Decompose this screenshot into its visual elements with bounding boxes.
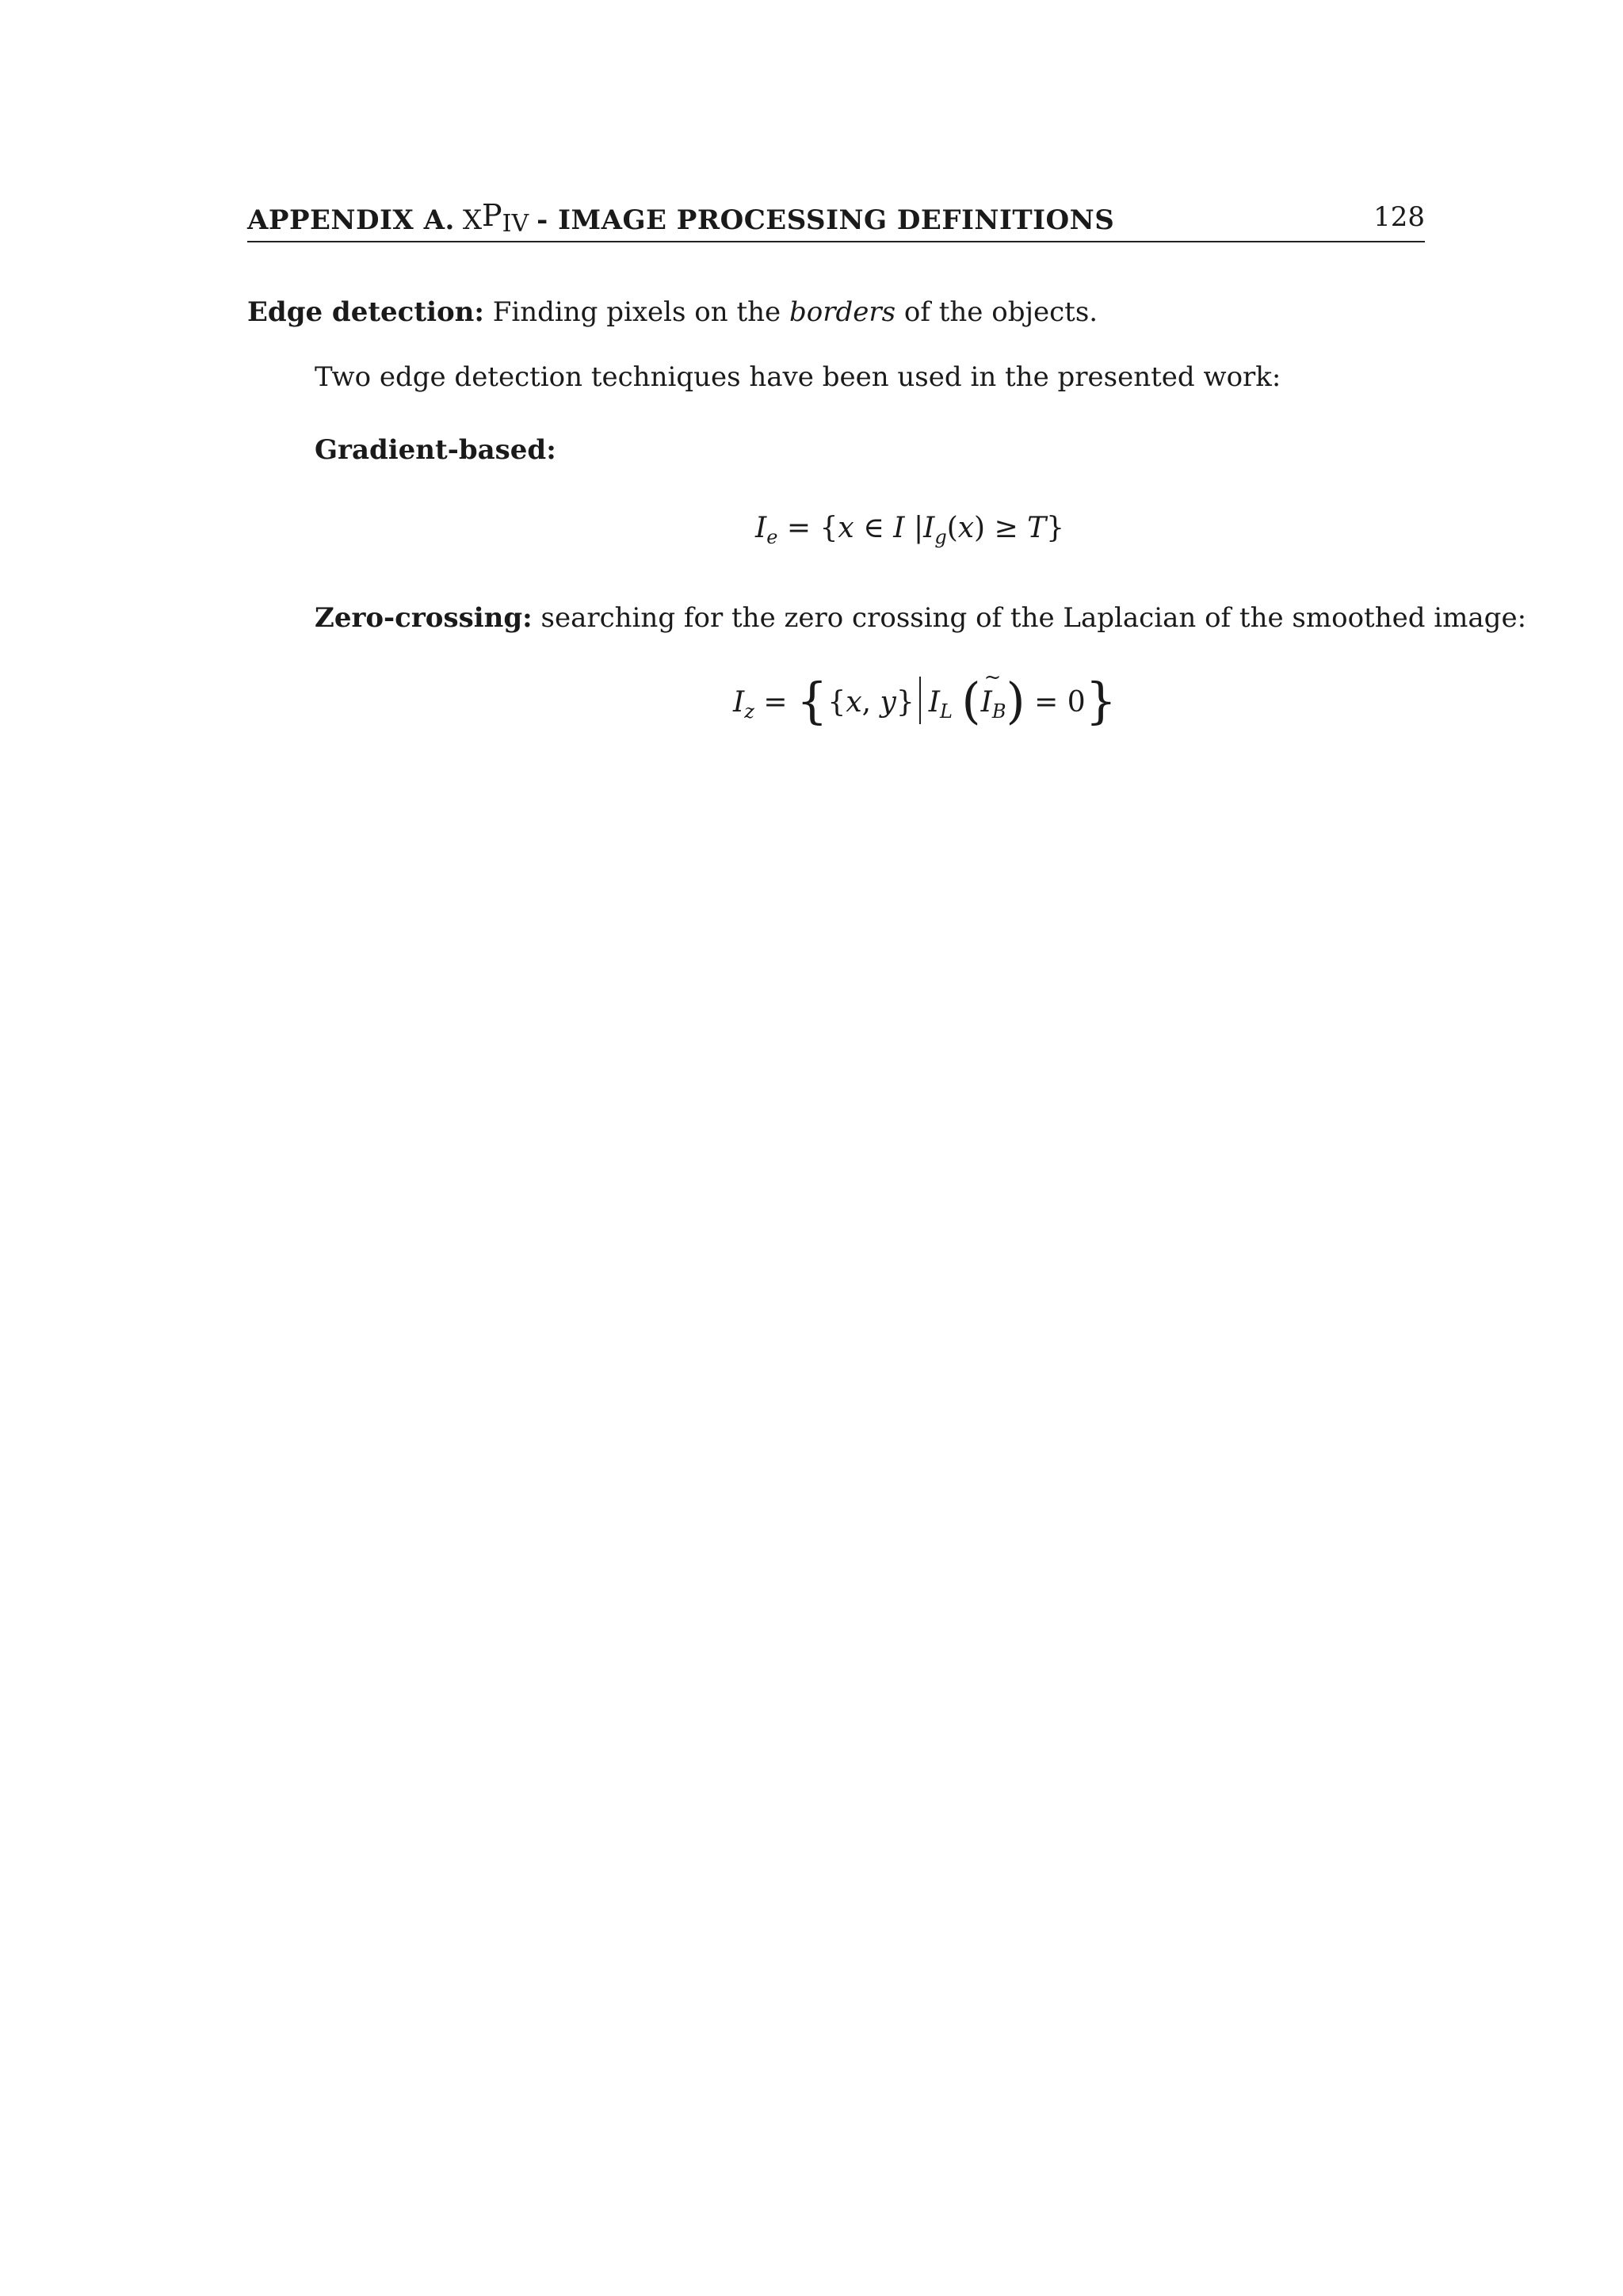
gradient-based-term: Gradient-based: [315, 434, 556, 466]
gradient-equation: $I_e = \{x$ ∈ I $|I_g(x) \ge T$} [755, 512, 1065, 548]
edge-detection-term: Edge detection: [247, 296, 484, 328]
intro-paragraph: Two edge detection techniques have been used in the presented work: [315, 361, 1281, 393]
zero-crossing-equation: $I_z = \{\{x$, y} $I_L$ (~ $I_B) = 0$} [733, 672, 1117, 730]
header-section-title: - IMAGE PROCESSING DEFINITIONS [537, 204, 1115, 236]
running-header [247, 198, 1425, 242]
zero-crossing-term: Zero-crossing: [315, 602, 533, 634]
zero-crossing-definition: Zero-crossing: searching for the zero crossing of the Laplacian of the smoothed image: [315, 602, 1527, 634]
edge-detection-definition: Edge detection: Finding pixels on the borders of the objects. [247, 296, 1098, 328]
running-header-title [247, 198, 1115, 238]
xpiv-logo: XPIV [462, 198, 529, 238]
conditional-bar [919, 677, 921, 724]
smoothed-image-symbol: ~ I [981, 686, 992, 719]
header-appendix-label: APPENDIX A. [247, 204, 455, 236]
borders-emphasis: borders [789, 296, 896, 328]
page-number: 128 [1373, 201, 1425, 233]
